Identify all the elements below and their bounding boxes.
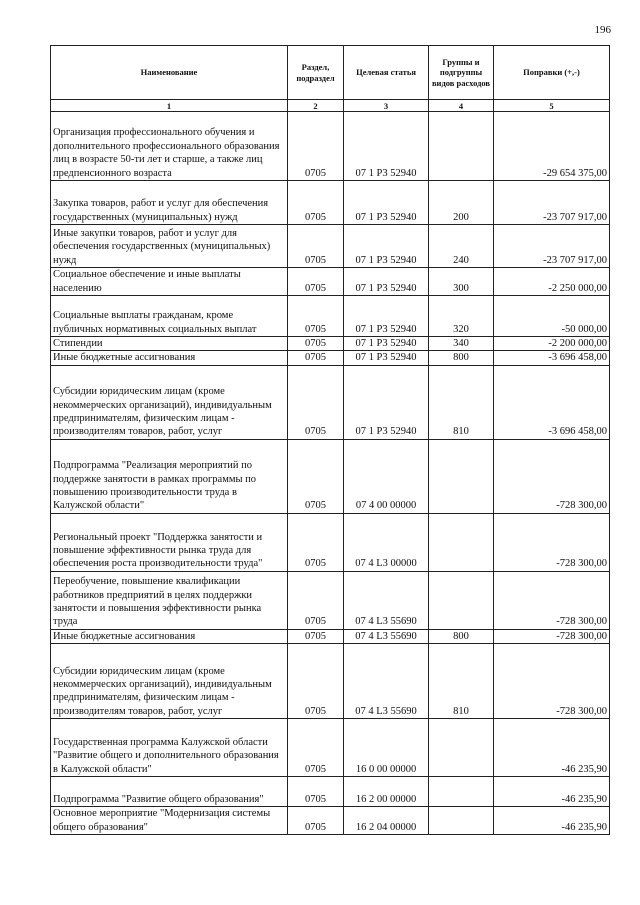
table-row	[51, 268, 610, 296]
table-row	[51, 112, 610, 181]
row-section: 0705	[288, 719, 344, 777]
row-name: Иные бюджетные ассигнования	[51, 629, 288, 643]
row-name: Подпрограмма "Развитие общего образования"	[51, 777, 288, 807]
row-target: 16 2 00 00000	[344, 777, 429, 807]
row-group	[429, 719, 494, 777]
row-target: 16 0 00 00000	[344, 719, 429, 777]
row-section: 0705	[288, 644, 344, 719]
row-group: 200	[429, 181, 494, 225]
table-row	[51, 351, 610, 365]
row-group: 800	[429, 629, 494, 643]
header-group: Группы и подгруппы видов расходов	[429, 46, 494, 100]
row-group	[429, 439, 494, 513]
row-amount: -2 250 000,00	[494, 268, 610, 296]
row-name: Социальные выплаты гражданам, кроме публичных нормативных социальных выплат	[51, 296, 288, 337]
row-target: 07 4 L3 00000	[344, 513, 429, 571]
row-section: 0705	[288, 112, 344, 181]
row-name: Субсидии юридическим лицам (кроме некоммерческих организаций), индивидуальным предпринимателям, физическим лицам - производителям товаров, работ, услуг	[51, 644, 288, 719]
row-group	[429, 112, 494, 181]
row-section: 0705	[288, 337, 344, 351]
row-name: Закупка товаров, работ и услуг для обеспечения государственных (муниципальных) нужд	[51, 181, 288, 225]
table-row	[51, 513, 610, 571]
row-amount: -3 696 458,00	[494, 365, 610, 439]
row-name: Основное мероприятие "Модернизация системы общего образования"	[51, 807, 288, 835]
row-amount: -728 300,00	[494, 439, 610, 513]
table-row	[51, 225, 610, 268]
page-number: 196	[594, 24, 611, 36]
row-name: Региональный проект "Поддержка занятости и повышение эффективности рынка труда для обеспечения роста производительности труда"	[51, 513, 288, 571]
row-section: 0705	[288, 365, 344, 439]
table-row	[51, 719, 610, 777]
row-group	[429, 777, 494, 807]
table-row	[51, 807, 610, 835]
budget-table	[50, 45, 610, 835]
row-name: Иные закупки товаров, работ и услуг для обеспечения государственных (муниципальных) нужд	[51, 225, 288, 268]
header-name: Наименование	[51, 46, 288, 100]
row-group: 320	[429, 296, 494, 337]
row-name: Государственная программа Калужской области "Развитие общего и дополнительного образования в Калужской области"	[51, 719, 288, 777]
column-number: 2	[288, 100, 344, 112]
row-target: 07 1 P3 52940	[344, 296, 429, 337]
row-target: 07 1 P3 52940	[344, 337, 429, 351]
table-row	[51, 571, 610, 629]
row-name: Стипендии	[51, 337, 288, 351]
table-row	[51, 777, 610, 807]
table-row	[51, 296, 610, 337]
header-section: Раздел, подраздел	[288, 46, 344, 100]
row-target: 07 1 P3 52940	[344, 268, 429, 296]
row-section: 0705	[288, 513, 344, 571]
row-target: 07 1 P3 52940	[344, 365, 429, 439]
row-target: 07 1 P3 52940	[344, 112, 429, 181]
row-amount: -46 235,90	[494, 777, 610, 807]
row-group: 240	[429, 225, 494, 268]
table-row	[51, 337, 610, 351]
row-target: 07 4 L3 55690	[344, 644, 429, 719]
row-name: Иные бюджетные ассигнования	[51, 351, 288, 365]
row-amount: -3 696 458,00	[494, 351, 610, 365]
row-amount: -728 300,00	[494, 571, 610, 629]
row-name: Подпрограмма "Реализация мероприятий по поддержке занятости в рамках программы по повышению производительности труда в Калужской области"	[51, 439, 288, 513]
row-amount: -50 000,00	[494, 296, 610, 337]
row-section: 0705	[288, 181, 344, 225]
row-amount: -23 707 917,00	[494, 181, 610, 225]
row-name: Организация профессионального обучения и дополнительного профессионального образования лиц в возрасте 50-ти лет и старше, а также лиц предпенсионного возраста	[51, 112, 288, 181]
header-row	[51, 46, 610, 100]
row-amount: -46 235,90	[494, 719, 610, 777]
row-group	[429, 571, 494, 629]
row-group: 800	[429, 351, 494, 365]
row-section: 0705	[288, 777, 344, 807]
row-group: 340	[429, 337, 494, 351]
row-group	[429, 807, 494, 835]
header-amount: Поправки (+,-)	[494, 46, 610, 100]
row-amount: -23 707 917,00	[494, 225, 610, 268]
column-number: 4	[429, 100, 494, 112]
header-target: Целевая статья	[344, 46, 429, 100]
column-number: 1	[51, 100, 288, 112]
table-row	[51, 439, 610, 513]
row-section: 0705	[288, 807, 344, 835]
row-name: Субсидии юридическим лицам (кроме некоммерческих организаций), индивидуальным предпринимателям, физическим лицам - производителям товаров, работ, услуг	[51, 365, 288, 439]
table-row	[51, 629, 610, 643]
row-group: 810	[429, 644, 494, 719]
column-number: 3	[344, 100, 429, 112]
table-row	[51, 365, 610, 439]
row-group	[429, 513, 494, 571]
row-section: 0705	[288, 351, 344, 365]
row-section: 0705	[288, 268, 344, 296]
row-target: 07 4 L3 55690	[344, 571, 429, 629]
column-number: 5	[494, 100, 610, 112]
row-amount: -728 300,00	[494, 644, 610, 719]
row-amount: -46 235,90	[494, 807, 610, 835]
row-section: 0705	[288, 571, 344, 629]
row-amount: -728 300,00	[494, 513, 610, 571]
column-number-row	[51, 100, 610, 112]
row-amount: -2 200 000,00	[494, 337, 610, 351]
row-amount: -728 300,00	[494, 629, 610, 643]
row-name: Переобучение, повышение квалификации работников предприятий в целях поддержки занятости и повышения эффективности рынка труда	[51, 571, 288, 629]
row-group: 300	[429, 268, 494, 296]
row-target: 16 2 04 00000	[344, 807, 429, 835]
row-target: 07 1 P3 52940	[344, 225, 429, 268]
row-target: 07 4 L3 55690	[344, 629, 429, 643]
row-group: 810	[429, 365, 494, 439]
row-amount: -29 654 375,00	[494, 112, 610, 181]
row-section: 0705	[288, 629, 344, 643]
row-name: Социальное обеспечение и иные выплаты населению	[51, 268, 288, 296]
row-target: 07 1 P3 52940	[344, 181, 429, 225]
row-section: 0705	[288, 439, 344, 513]
table-row	[51, 644, 610, 719]
row-target: 07 4 00 00000	[344, 439, 429, 513]
row-section: 0705	[288, 225, 344, 268]
row-target: 07 1 P3 52940	[344, 351, 429, 365]
row-section: 0705	[288, 296, 344, 337]
table-row	[51, 181, 610, 225]
